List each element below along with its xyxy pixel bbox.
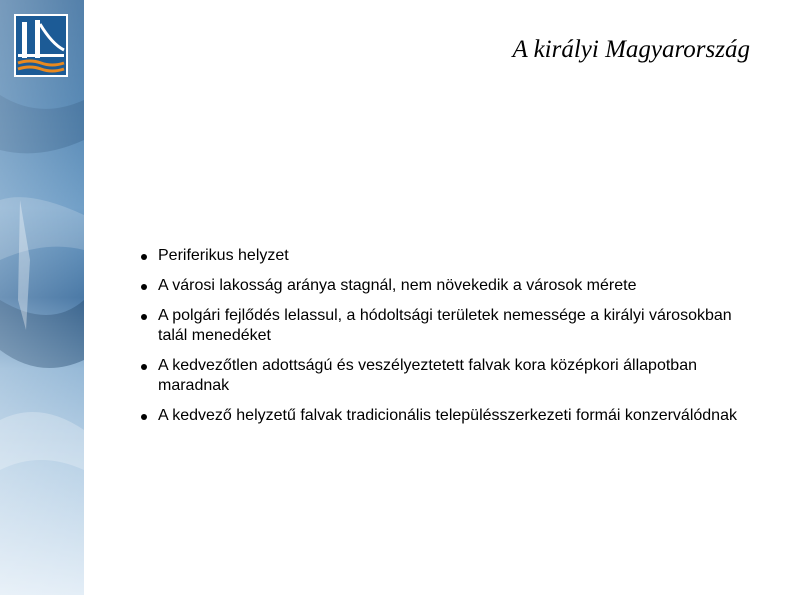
bullet-item [140,406,760,426]
bullet-text: Periferikus helyzet [158,247,289,264]
slide-title: A királyi Magyarország [512,36,750,63]
bullet-dot-icon [141,364,147,370]
decorative-side-strip [0,0,84,595]
bullet-dot-icon [141,284,147,290]
bullet-text: A kedvezőtlen adottságú és veszélyeztetett falvak kora középkori állapotban maradnak [158,357,697,394]
bullet-text: A kedvező helyzetű falvak tradicionális településszerkezeti formái konzerválódnak [158,407,737,424]
bullet-item [140,276,760,296]
bullet-item [140,356,760,396]
bullet-text: A polgári fejlődés lelassul, a hódoltsági területek nemessége a királyi városokban talál menedéket [158,307,732,344]
side-strip-background [0,0,84,595]
bullet-item [140,246,760,266]
bullet-dot-icon [141,314,147,320]
bridge-logo-icon [14,14,68,77]
bullet-list [140,246,760,436]
bullet-dot-icon [141,414,147,420]
bullet-text: A városi lakosság aránya stagnál, nem növekedik a városok mérete [158,277,637,294]
bullet-item [140,306,760,346]
bullet-dot-icon [141,254,147,260]
